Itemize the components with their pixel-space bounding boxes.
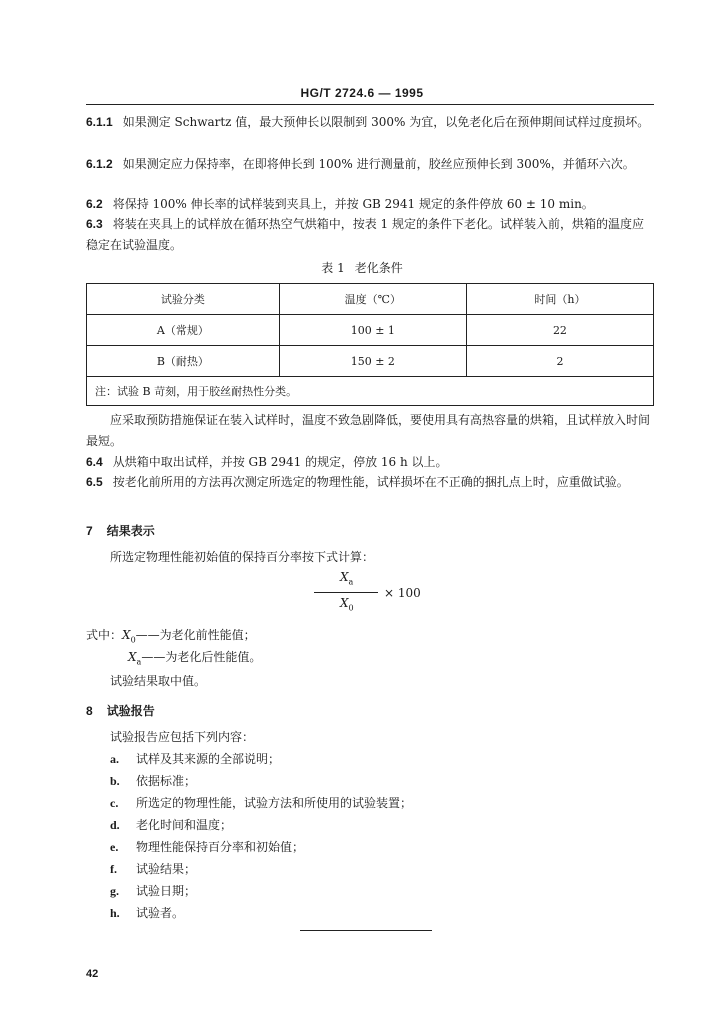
table-row — [87, 346, 654, 377]
formula-multiplier: × 100 — [384, 586, 421, 600]
column-header: 温度（℃） — [279, 284, 466, 315]
section-title: 试验报告 — [106, 704, 155, 718]
variable-definition-x0: 式中：$X_0——$为老化前性能值； — [86, 628, 256, 645]
clause-6-3 — [86, 214, 654, 256]
report-item: c. 所选定的物理性能，试验方法和所使用的试验装置； — [110, 796, 413, 810]
page-number: 42 — [86, 968, 99, 980]
formula-denominator: $X_0$ — [340, 596, 354, 613]
median-statement: 试验结果取中值。 — [110, 674, 207, 688]
formula-numerator: $X_a$ — [340, 570, 354, 587]
section-7-heading — [86, 522, 155, 539]
table-cell: 2 — [466, 346, 653, 377]
formula-intro: 所选定物理性能初始值的保持百分率按下式计算： — [110, 550, 375, 564]
column-header: 试验分类 — [87, 284, 280, 315]
clause-6-5 — [86, 472, 654, 493]
clause-text: 将保持 100% 伸长率的试样装到夹具上，并按 GB 2941 规定的条件停放 60 ± 10 min。 — [112, 197, 594, 211]
table-cell: B（耐热） — [87, 346, 280, 377]
table-title: 老化条件 — [354, 261, 403, 275]
where-label: 式中： — [86, 628, 123, 642]
report-item: d. 老化时间和温度； — [110, 818, 233, 832]
table-caption — [0, 259, 724, 276]
report-item: a. 试样及其来源的全部说明； — [110, 752, 281, 766]
clause-number: 6.2 — [86, 197, 103, 211]
aging-conditions-table — [86, 283, 654, 406]
table-note-row — [87, 377, 654, 406]
clause-6-2 — [86, 194, 654, 215]
clause-text: 按老化前所用的方法再次测定所选定的物理性能，试样损坏在不正确的捆扎点上时，应重做试验。 — [112, 475, 629, 489]
report-item: b. 依据标准； — [110, 774, 197, 788]
clause-text: 如果测定应力保持率，在即将伸长到 100% 进行测量前，胶丝应预伸长到 300%，并循环六次。 — [122, 157, 635, 171]
table-cell: 100 ± 1 — [279, 315, 466, 346]
table-note: 注：试验 B 苛刻，用于胶丝耐热性分类。 — [87, 377, 654, 406]
clause-number: 6.3 — [86, 217, 103, 231]
table-row — [87, 315, 654, 346]
clause-text: 将装在夹具上的试样放在循环热空气烘箱中，按表 1 规定的条件下老化。试样装入前，烘箱的温度应稳定在试验温度。 — [86, 217, 644, 252]
clause-text: 如果测定 Schwartz 值，最大预伸长以限制到 300% 为宜，以免老化后在预伸期间试样过度损坏。 — [122, 115, 650, 129]
variable-definition-xa: $X_a——$为老化后性能值。 — [128, 650, 262, 667]
table-number: 表 1 — [321, 261, 345, 275]
report-intro: 试验报告应包括下列内容： — [110, 730, 255, 744]
clause-number: 6.1.1 — [86, 115, 113, 129]
fraction-bar — [314, 592, 378, 593]
standard-header: HG/T 2724.6 — 1995 — [300, 86, 424, 100]
section-8-heading — [86, 702, 155, 719]
end-of-standard-rule — [300, 930, 432, 931]
section-number: 8 — [86, 704, 93, 718]
clause-number: 6.4 — [86, 455, 103, 469]
table-header-row — [87, 284, 654, 315]
clause-number: 6.1.2 — [86, 157, 113, 171]
clause-text: 从烘箱中取出试样，并按 GB 2941 的规定，停放 16 h 以上。 — [112, 455, 448, 469]
report-item: e. 物理性能保持百分率和初始值； — [110, 840, 305, 854]
section-title: 结果表示 — [106, 524, 155, 538]
clause-6-1-1 — [86, 112, 654, 133]
clause-6-1-2 — [86, 154, 654, 175]
header-rule — [86, 104, 654, 105]
clause-6-3-continuation: 应采取预防措施保证在装入试样时，温度不致急剧降低，要使用具有高热容量的烘箱，且试样放入时间最短。 — [86, 413, 651, 448]
report-item: g. 试验日期； — [110, 884, 197, 898]
table-cell: 22 — [466, 315, 653, 346]
retention-formula — [312, 570, 432, 620]
report-item: h. 试验者。 — [110, 906, 185, 920]
report-item: f. 试验结果； — [110, 862, 197, 876]
table-cell: 150 ± 2 — [279, 346, 466, 377]
clause-6-4 — [86, 452, 654, 473]
section-number: 7 — [86, 524, 93, 538]
clause-number: 6.5 — [86, 475, 103, 489]
column-header: 时间（h） — [466, 284, 653, 315]
table-cell: A（常规） — [87, 315, 280, 346]
